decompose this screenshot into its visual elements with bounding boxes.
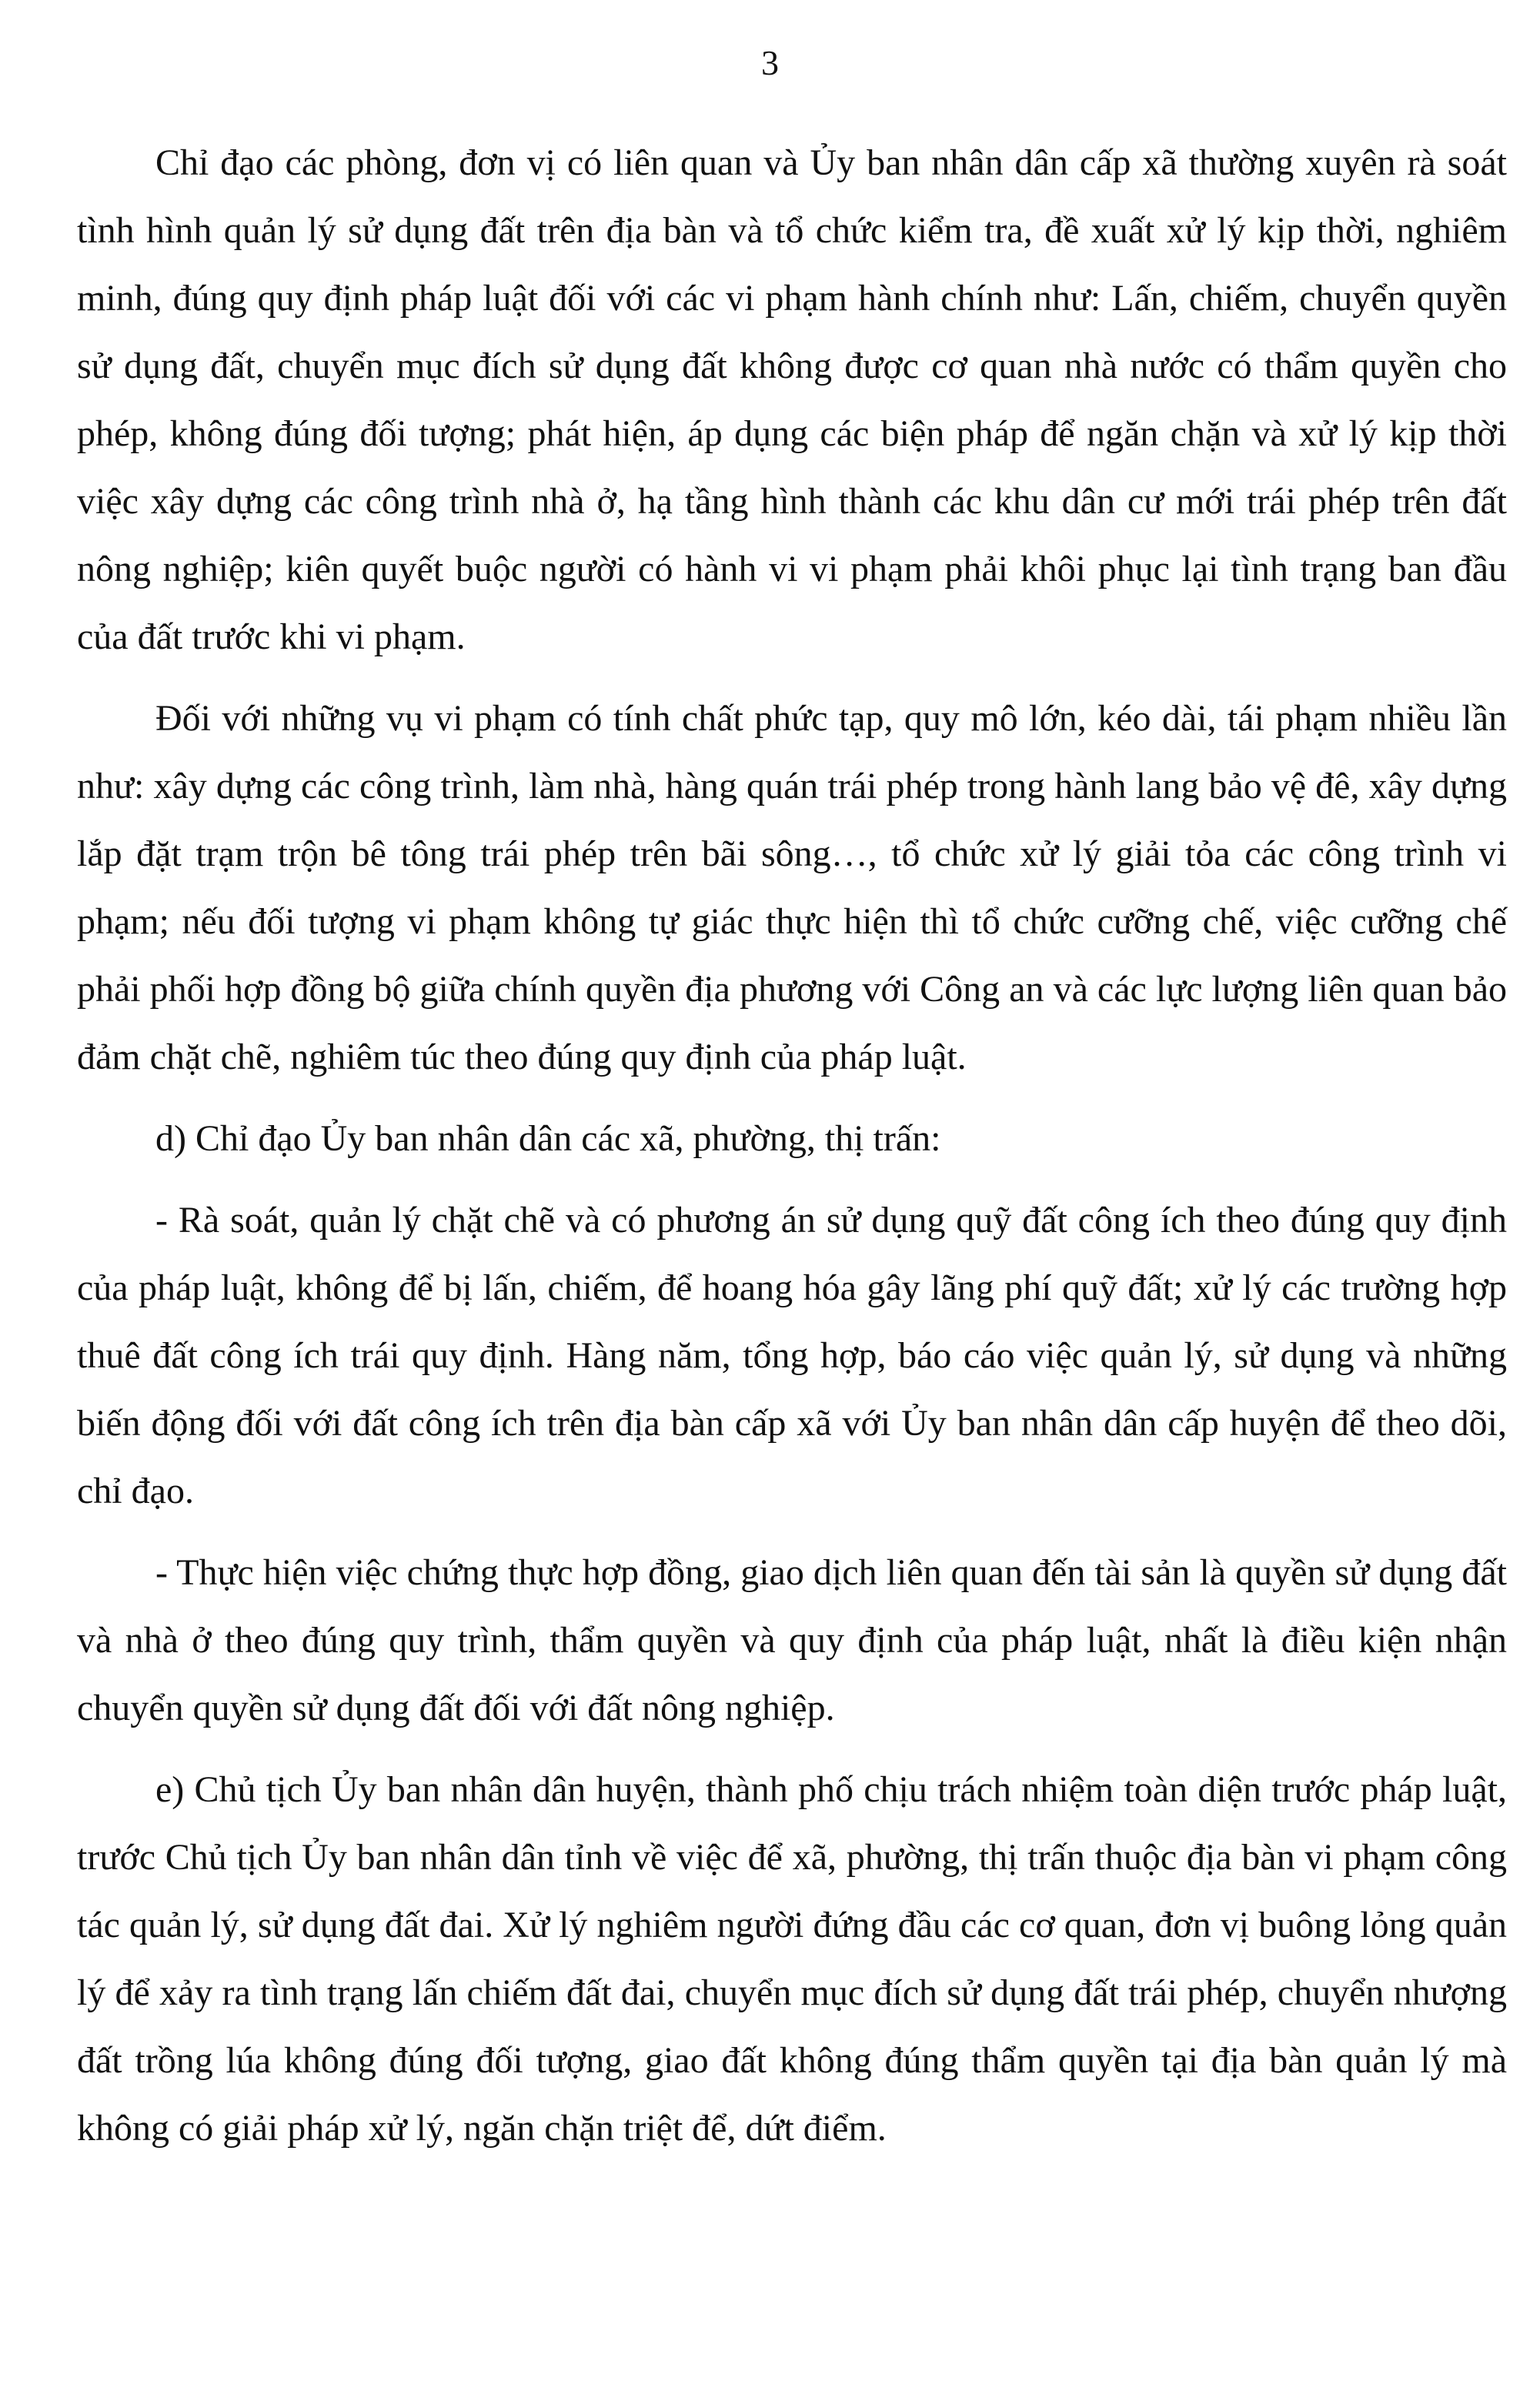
paragraph-direct-departments: Chỉ đạo các phòng, đơn vị có liên quan và Ủy ban nhân dân cấp xã thường xuyên rà soát tình hình quản lý sử dụng đất trên địa bàn và tổ chức kiểm tra, đề xuất xử lý kịp thời, nghiêm minh, đúng quy định pháp luật đối với các vi phạm hành chính như: Lấn, chiếm, chuyển quyền sử dụng đất, chuyển mục đích sử dụng đất không được cơ quan nhà nước có thẩm quyền cho phép, không đúng đối tượng; phát hiện, áp dụng các biện pháp để ngăn chặn và xử lý kịp thời việc xây dựng các công trình nhà ở, hạ tầng hình thành các khu dân cư mới trái phép trên đất nông nghiệp; kiên quyết buộc người có hành vi vi phạm phải khôi phục lại tình trạng ban đầu của đất trước khi vi phạm. bbox=[77, 142, 1507, 657]
paragraph-complex-violations: Đối với những vụ vi phạm có tính chất phức tạp, quy mô lớn, kéo dài, tái phạm nhiều lần như: xây dựng các công trình, làm nhà, hàng quán trái phép trong hành lang bảo vệ đê, xây dựng lắp đặt trạm trộn bê tông trái phép trên bãi sông…, tổ chức xử lý giải tỏa các công trình vi phạm; nếu đối tượng vi phạm không tự giác thực hiện thì tổ chức cưỡng chế, việc cưỡng chế phải phối hợp đồng bộ giữa chính quyền địa phương với Công an và các lực lượng liên quan bảo đảm chặt chẽ, nghiêm túc theo đúng quy định của pháp luật. bbox=[77, 698, 1507, 1077]
paragraph-item-d-heading: d) Chỉ đạo Ủy ban nhân dân các xã, phường, thị trấn: bbox=[155, 1118, 941, 1159]
paragraph-item-e-responsibility: e) Chủ tịch Ủy ban nhân dân huyện, thành phố chịu trách nhiệm toàn diện trước pháp luật, trước Chủ tịch Ủy ban nhân dân tỉnh về việc để xã, phường, thị trấn thuộc địa bàn vi phạm công tác quản lý, sử dụng đất đai. Xử lý nghiêm người đứng đầu các cơ quan, đơn vị buông lỏng quản lý để xảy ra tình trạng lấn chiếm đất đai, chuyển mục đích sử dụng đất trái phép, chuyển nhượng đất trồng lúa không đúng đối tượng, giao đất không đúng thẩm quyền tại địa bàn quản lý mà không có giải pháp xử lý, ngăn chặn triệt để, dứt điểm. bbox=[77, 1769, 1507, 2149]
document-body bbox=[77, 129, 1507, 2162]
paragraph-public-land-review: - Rà soát, quản lý chặt chẽ và có phương án sử dụng quỹ đất công ích theo đúng quy định của pháp luật, không để bị lấn, chiếm, để hoang hóa gây lãng phí quỹ đất; xử lý các trường hợp thuê đất công ích trái quy định. Hàng năm, tổng hợp, báo cáo việc quản lý, sử dụng và những biến động đối với đất công ích trên địa bàn cấp xã với Ủy ban nhân dân cấp huyện để theo dõi, chỉ đạo. bbox=[77, 1200, 1507, 1511]
paragraph-contract-certification: - Thực hiện việc chứng thực hợp đồng, giao dịch liên quan đến tài sản là quyền sử dụng đất và nhà ở theo đúng quy trình, thẩm quyền và quy định của pháp luật, nhất là điều kiện nhận chuyển quyền sử dụng đất đối với đất nông nghiệp. bbox=[77, 1552, 1507, 1728]
page-number: 3 bbox=[761, 43, 779, 82]
